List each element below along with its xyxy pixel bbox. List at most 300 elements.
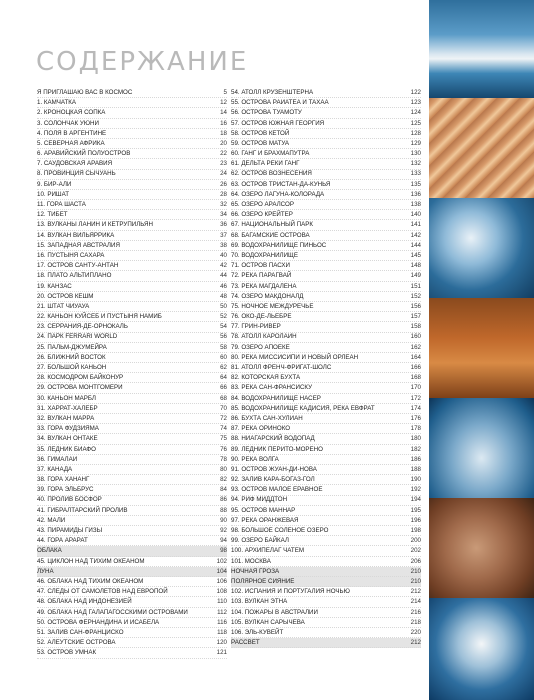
toc-entry-page: 28 [220, 190, 227, 198]
toc-entry [231, 271, 421, 281]
toc-entry-label: 82. КОТОРСКАЯ БУХТА [231, 374, 301, 382]
toc-entry [37, 333, 227, 343]
toc-entry [231, 231, 421, 241]
toc-entry-page: 34 [220, 211, 227, 219]
toc-entry-label: 13. ВУЛКАНЫ ЛАНИН И КЕТРУПИЛЬЯН [37, 221, 153, 229]
toc-entry-label: 97. РЕКА ОРАНЖЕВАЯ [231, 516, 299, 524]
toc-entry [231, 455, 421, 465]
toc-entry-page: 128 [410, 129, 421, 137]
toc-entry-page: 106 [216, 577, 227, 585]
toc-entry [231, 383, 421, 393]
toc-entry-page: 132 [410, 160, 421, 168]
toc-entry-page: 180 [410, 435, 421, 443]
toc-entry-label: 42. МАЛИ [37, 516, 66, 524]
toc-entry-label: 85. ВОДОХРАНИЛИЩЕ КАДИСИЯ, РЕКА ЕВФРАТ [231, 404, 375, 412]
toc-entry [37, 292, 227, 302]
toc-entry [231, 200, 421, 210]
toc-entry-page: 196 [410, 516, 421, 524]
toc-entry [37, 516, 227, 526]
toc-entry-page: 54 [220, 323, 227, 331]
toc-entry-label: 8. ПРОВИНЦИЯ СЫЧУАНЬ [37, 170, 116, 178]
toc-entry-label: 39. ГОРА ЭЛЬБРУС [37, 486, 94, 494]
toc-entry-label: 26. БЛИЖНИЙ ВОСТОК [37, 353, 106, 361]
toc-entry [231, 516, 421, 526]
toc-entry-page: 216 [410, 608, 421, 616]
toc-entry-label: 45. ЦИКЛОН НАД ТИХИМ ОКЕАНОМ [37, 557, 145, 565]
toc-entry-label: ОБЛАКА [37, 547, 62, 555]
toc-entry-page: 202 [410, 547, 421, 555]
toc-entry-page: 142 [410, 231, 421, 239]
toc-entry-page: 56 [220, 333, 227, 341]
toc-entry-page: 94 [220, 537, 227, 545]
toc-entry [231, 180, 421, 190]
toc-entry [231, 261, 421, 271]
toc-entry [231, 475, 421, 485]
toc-entry-label: 52. АЛЕУТСКИЕ ОСТРОВА [37, 639, 116, 647]
toc-entry [231, 597, 421, 607]
toc-entry-label: 86. БУХТА САН-ХУЛИАН [231, 414, 303, 422]
toc-entry-label: 95. ОСТРОВ МАННАР [231, 506, 296, 514]
toc-entry-label: 81. АТОЛЛ ФРЕНЧ-ФРИГАТ-ШОЛС [231, 364, 332, 372]
toc-entry [37, 577, 227, 587]
toc-entry [37, 241, 227, 251]
toc-entry-page: 144 [410, 241, 421, 249]
toc-entry-label: 57. ОСТРОВ ЮЖНАЯ ГЕОРГИЯ [231, 119, 325, 127]
toc-entry-page: 76 [220, 445, 227, 453]
toc-entry-label: 54. АТОЛЛ КРУЗЕНШТЕРНА [231, 88, 314, 96]
toc-entry-page: 78 [220, 455, 227, 463]
toc-entry-label: 14. ВУЛКАН ВИЛЬЯРРИКА [37, 231, 115, 239]
toc-entry [37, 312, 227, 322]
toc-entry-label: 35. ЛЕДНИК БИАФО [37, 445, 96, 453]
photo-clouds-sea [429, 398, 534, 498]
toc-entry [231, 119, 421, 129]
toc-entry [231, 618, 421, 628]
toc-entry [37, 98, 227, 108]
toc-entry-label: 47. СЛЕДЫ ОТ САМОЛЕТОВ НАД ЕВРОПОЙ [37, 588, 168, 596]
toc-entry [37, 343, 227, 353]
toc-entry-label: 41. ГИБРАЛТАРСКИЙ ПРОЛИВ [37, 506, 128, 514]
toc-entry-label: 99. ОЗЕРО БАЙКАЛ [231, 537, 289, 545]
toc-entry [37, 302, 227, 312]
toc-entry-page: 140 [410, 211, 421, 219]
toc-entry [231, 241, 421, 251]
toc-entry-page: 130 [410, 150, 421, 158]
toc-entry [37, 404, 227, 414]
toc-entry-page: 90 [220, 516, 227, 524]
toc-entry-page: 123 [410, 99, 421, 107]
toc-entry-label: 78. АТОЛЛ КАРОЛАЙН [231, 333, 297, 341]
toc-entry [231, 506, 421, 516]
toc-entry-label: 89. ЛЕДНИК ПЕРИТО-МОРЕНО [231, 445, 323, 453]
toc-entry [231, 190, 421, 200]
toc-entry-label: 77. ГРИН-РИВЕР [231, 323, 281, 331]
toc-entry [37, 648, 227, 658]
toc-entry [231, 98, 421, 108]
toc-entry-page: 58 [220, 343, 227, 351]
toc-entry-label: 9. БИР-АЛИ [37, 180, 72, 188]
toc-entry-label: 60. ГАНГ И БРАХМАПУТРА [231, 150, 310, 158]
toc-entry-label: 7. САУДОВСКАЯ АРАВИЯ [37, 160, 113, 168]
toc-entry-label: 31. ХАРРАТ-ХАЛЕБР [37, 404, 98, 412]
toc-entry-label: 68. БАГАМСКИЕ ОСТРОВА [231, 231, 310, 239]
toc-entry [37, 159, 227, 169]
toc-entry-page: 214 [410, 598, 421, 606]
toc-entry-page: 46 [220, 282, 227, 290]
toc-entry-label: 3. СОЛОНЧАК УЮНИ [37, 119, 99, 127]
toc-entry-label: 46. ОБЛАКА НАД ТИХИМ ОКЕАНОМ [37, 577, 144, 585]
toc-entry-label: 102. ИСПАНИЯ И ПОРТУГАЛИЯ НОЧЬЮ [231, 588, 350, 596]
toc-entry-label: 104. ПОЖАРЫ В АВСТРАЛИИ [231, 608, 318, 616]
toc-entry [231, 302, 421, 312]
toc-entry [37, 190, 227, 200]
toc-section-heading [231, 567, 421, 577]
toc-entry [37, 88, 227, 98]
toc-entry-page: 164 [410, 353, 421, 361]
photo-crater-land [429, 498, 534, 598]
toc-entry [231, 220, 421, 230]
toc-entry-label: 19. КАНЗАС [37, 282, 72, 290]
toc-entry-label: 69. ВОДОХРАНИЛИЩЕ ПИНЬОС [231, 241, 327, 249]
toc-entry-page: 108 [216, 588, 227, 596]
toc-entry-page: 121 [216, 649, 227, 657]
toc-entry [37, 506, 227, 516]
toc-entry-label: 64. ОЗЕРО ЛАГУНА-КОЛОРАДА [231, 190, 325, 198]
toc-entry [231, 536, 421, 546]
toc-entry-page: 192 [410, 486, 421, 494]
toc-entry-page: 122 [410, 88, 421, 96]
toc-entry-label: 92. ЗАЛИВ КАРА-БОГАЗ-ГОЛ [231, 476, 315, 484]
toc-entry [231, 608, 421, 618]
photo-ice-water [429, 198, 534, 298]
toc-entry-label: 93. ОСТРОВ МАЛОЕ ЕРАВНОЕ [231, 486, 323, 494]
toc-entry-label: 37. КАНАДА [37, 465, 73, 473]
toc-entry-label: 55. ОСТРОВА РАИАТЕА И ТАХАА [231, 99, 329, 107]
toc-entry [37, 557, 227, 567]
toc-entry-page: 190 [410, 476, 421, 484]
toc-entry-label: 1. КАМЧАТКА [37, 99, 76, 107]
toc-entry [37, 496, 227, 506]
toc-entry-page: 138 [410, 201, 421, 209]
toc-entry [37, 210, 227, 220]
toc-entry-page: 60 [220, 353, 227, 361]
toc-entry [37, 220, 227, 230]
toc-entry-label: 6. АРАВИЙСКИЙ ПОЛУОСТРОВ [37, 150, 131, 158]
toc-entry-label: 63. ОСТРОВ ТРИСТАН-ДА-КУНЬЯ [231, 180, 331, 188]
toc-right-column [231, 88, 421, 648]
toc-entry [37, 373, 227, 383]
toc-entry-page: 116 [217, 618, 227, 626]
toc-entry-label: 94. РИФ МИДДТОН [231, 496, 288, 504]
toc-entry [231, 312, 421, 322]
toc-entry [37, 597, 227, 607]
toc-entry-page: 12 [220, 99, 227, 107]
toc-entry-page: 42 [220, 262, 227, 270]
toc-entry-label: 90. РЕКА ВОЛГА [231, 455, 279, 463]
toc-entry-page: 157 [410, 313, 421, 321]
photo-desert-dunes [429, 98, 534, 198]
toc-entry-label: НОЧНАЯ ГРОЗА [231, 567, 280, 575]
toc-entry-page: 162 [410, 343, 421, 351]
toc-entry [37, 271, 227, 281]
toc-entry [37, 394, 227, 404]
toc-entry-label: 4. ПОЛЯ В АРГЕНТИНЕ [37, 129, 107, 137]
toc-entry-label: 30. КАНЬОН МАРБЛ [37, 394, 96, 402]
toc-entry-label: 23. СЕРРАНИЯ-ДЕ-ОРНОКАЛЬ [37, 323, 128, 331]
toc-entry-page: 36 [220, 221, 227, 229]
toc-entry [231, 353, 421, 363]
toc-entry-label: 105. ВУЛКАН САРЫЧЕВА [231, 618, 305, 626]
toc-entry-page: 66 [220, 384, 227, 392]
toc-entry-page: 129 [410, 139, 421, 147]
toc-entry-label: 58. ОСТРОВ КЕТОЙ [231, 129, 290, 137]
toc-entry-label: 100. АРХИПЕЛАГ ЧАТЕМ [231, 547, 304, 555]
toc-entry-page: 86 [220, 496, 227, 504]
toc-entry-label: 88. НИАГАРСКИЙ ВОДОПАД [231, 435, 315, 443]
toc-entry [37, 587, 227, 597]
toc-entry-label: 43. ПИРАМИДЫ ГИЗЫ [37, 527, 103, 535]
toc-entry [231, 628, 421, 638]
toc-entry [231, 363, 421, 373]
toc-entry-page: 5 [223, 88, 227, 96]
toc-entry [231, 129, 421, 139]
toc-entry [231, 343, 421, 353]
toc-entry [37, 434, 227, 444]
toc-entry [231, 394, 421, 404]
toc-entry-page: 168 [410, 374, 421, 382]
toc-entry [231, 557, 421, 567]
toc-entry-label: 62. ОСТРОВ ВОЗНЕСЕНИЯ [231, 170, 312, 178]
page-title: СОДЕРЖАНИЕ [36, 47, 249, 77]
toc-entry-page: 156 [410, 302, 421, 310]
toc-entry-label: 65. ОЗЕРО АРАЛСОР [231, 201, 294, 209]
toc-entry-label: 79. ОЗЕРО АПОЕКЕ [231, 343, 290, 351]
toc-entry-label: ПОЛЯРНОЕ СИЯНИЕ [231, 577, 295, 585]
toc-entry [37, 322, 227, 332]
toc-entry-page: 210 [410, 567, 421, 575]
toc-entry [37, 383, 227, 393]
toc-entry-page: 50 [220, 302, 227, 310]
toc-entry [231, 170, 421, 180]
toc-entry-label: 33. ГОРА ФУДЗИЯМА [37, 425, 99, 433]
toc-entry-label: 80. РЕКА МИССИСИПИ И НОВЫЙ ОРЛЕАН [231, 353, 359, 361]
toc-entry-label: 44. ГОРА АРАРАТ [37, 537, 88, 545]
toc-entry-label: 36. ГИМАЛАИ [37, 455, 78, 463]
toc-entry-label: Я ПРИГЛАШАЮ ВАС В КОСМОС [37, 88, 133, 96]
toc-entry-label: ЛУНА [37, 567, 54, 575]
toc-entry-label: 76. ОКО-ДЕ-ЛЬЕБРЕ [231, 313, 292, 321]
toc-entry-page: 16 [220, 119, 227, 127]
toc-entry-label: 75. НОЧНОЕ МЕЖДУРЕЧЬЕ [231, 302, 314, 310]
toc-entry [231, 496, 421, 506]
toc-entry-page: 22 [220, 150, 227, 158]
toc-entry-label: 51. ЗАЛИВ САН-ФРАНЦИСКО [37, 628, 124, 636]
toc-entry-label: 20. ОСТРОВ КЕШМ [37, 292, 94, 300]
toc-entry [231, 414, 421, 424]
toc-entry-page: 198 [410, 527, 421, 535]
toc-entry [37, 170, 227, 180]
toc-entry [37, 608, 227, 618]
toc-left-column [37, 88, 227, 659]
toc-entry-page: 218 [410, 618, 421, 626]
toc-entry [231, 139, 421, 149]
toc-entry-page: 152 [410, 292, 421, 300]
toc-entry [37, 180, 227, 190]
toc-entry-label: 74. ОЗЕРО МАКДОНАЛД [231, 292, 304, 300]
toc-entry-page: 148 [410, 262, 421, 270]
toc-entry-page: 75 [220, 435, 227, 443]
toc-entry-label: 84. ВОДОХРАНИЛИЩЕ НАСЕР [231, 394, 321, 402]
toc-entry-page: 92 [220, 527, 227, 535]
toc-entry-label: 98. БОЛЬШОЕ СОЛЕНОЕ ОЗЕРО [231, 527, 329, 535]
toc-entry [231, 373, 421, 383]
toc-entry [37, 536, 227, 546]
toc-entry-label: 50. ОСТРОВА ФЕРНАНДИНА И ИСАБЕЛА [37, 618, 160, 626]
toc-entry-page: 68 [220, 394, 227, 402]
toc-entry [37, 261, 227, 271]
toc-entry-label: 101. МОСКВА [231, 557, 271, 565]
toc-entry-page: 133 [410, 170, 421, 178]
toc-entry-label: 28. КОСМОДРОМ БАЙКОНУР [37, 374, 124, 382]
photo-clouds-ocean [429, 0, 534, 98]
toc-entry-page: 160 [410, 333, 421, 341]
toc-entry [37, 414, 227, 424]
toc-section-heading [231, 638, 421, 648]
toc-entry-label: 34. ВУЛКАН ОНТАКЕ [37, 435, 98, 443]
toc-entry-page: 172 [410, 394, 421, 402]
toc-entry-page: 206 [410, 557, 421, 565]
toc-entry-label: 49. ОБЛАКА НАД ГАЛАПАГОССКИМИ ОСТРОВАМИ [37, 608, 188, 616]
toc-entry-label: 61. ДЕЛЬТА РЕКИ ГАНГ [231, 160, 300, 168]
toc-entry [231, 587, 421, 597]
toc-entry-page: 210 [410, 577, 421, 585]
toc-entry [37, 455, 227, 465]
toc-entry-page: 70 [220, 404, 227, 412]
toc-section-heading [37, 546, 227, 556]
toc-entry [231, 546, 421, 556]
toc-entry [37, 445, 227, 455]
toc-entry-page: 104 [216, 567, 227, 575]
toc-entry-label: 10. РИШАТ [37, 190, 69, 198]
toc-entry-page: 166 [410, 364, 421, 372]
toc-entry-label: 66. ОЗЕРО КРЕЙТЕР [231, 211, 293, 219]
toc-entry-label: 12. ТИБЕТ [37, 211, 68, 219]
toc-entry-page: 48 [220, 292, 227, 300]
toc-entry [231, 322, 421, 332]
toc-entry-label: 70. ВОДОХРАНИЛИЩЕ [231, 251, 298, 259]
toc-entry-page: 18 [220, 129, 227, 137]
toc-entry-label: 83. РЕКА САН-ФРАНСИСКУ [231, 384, 313, 392]
toc-entry-page: 174 [410, 404, 421, 412]
toc-entry-page: 125 [410, 119, 421, 127]
toc-entry [231, 88, 421, 98]
toc-entry [231, 149, 421, 159]
toc-entry-label: 53. ОСТРОВ УМНАК [37, 649, 97, 657]
toc-entry [231, 404, 421, 414]
toc-entry [231, 159, 421, 169]
toc-entry-page: 212 [410, 639, 421, 647]
toc-entry-page: 188 [410, 465, 421, 473]
toc-entry-label: 18. ПЛАТО АЛЬТИПЛАНО [37, 272, 112, 280]
toc-entry [37, 628, 227, 638]
toc-entry-page: 64 [220, 374, 227, 382]
toc-entry [37, 119, 227, 129]
toc-entry-page: 23 [220, 160, 227, 168]
toc-entry-label: 91. ОСТРОВ ЖУАН-ДИ-НОВА [231, 465, 317, 473]
toc-entry-page: 158 [410, 323, 421, 331]
toc-entry-page: 120 [216, 639, 227, 647]
toc-entry-page: 136 [410, 190, 421, 198]
toc-entry [37, 139, 227, 149]
toc-entry [37, 231, 227, 241]
toc-entry [231, 424, 421, 434]
toc-entry-label: РАССВЕТ [231, 639, 260, 647]
toc-entry [231, 210, 421, 220]
toc-entry-page: 186 [410, 455, 421, 463]
toc-entry [37, 465, 227, 475]
toc-entry [37, 200, 227, 210]
toc-entry [37, 424, 227, 434]
toc-entry [37, 638, 227, 648]
toc-entry-label: 56. ОСТРОВА ТУАМОТУ [231, 109, 302, 117]
toc-entry-label: 59. ОСТРОВ МАТУА [231, 139, 290, 147]
toc-entry [231, 465, 421, 475]
toc-entry [37, 353, 227, 363]
toc-entry-page: 84 [220, 486, 227, 494]
toc-entry-label: 17. ОСТРОВ САНТУ-АНТАН [37, 262, 119, 270]
toc-entry-label: 24. ПАРК FERRARI WORLD [37, 333, 118, 341]
toc-entry-label: 67. НАЦИОНАЛЬНЫЙ ПАРК [231, 221, 314, 229]
toc-entry-page: 102 [216, 557, 227, 565]
toc-entry [37, 618, 227, 628]
toc-entry [37, 485, 227, 495]
toc-entry-page: 220 [410, 628, 421, 636]
toc-entry-label: 16. ПУСТЫНЯ САХАРА [37, 251, 105, 259]
toc-entry-label: 25. ПАЛЬМ-ДЖУМЕЙРА [37, 343, 107, 351]
toc-entry-label: 27. БОЛЬШОЙ КАНЬОН [37, 364, 107, 372]
toc-entry-page: 80 [220, 465, 227, 473]
toc-entry-label: 29. ОСТРОВА МОНТГОМЕРИ [37, 384, 123, 392]
toc-entry-label: 73. РЕКА МАГДАЛЕНА [231, 282, 297, 290]
toc-entry-page: 182 [410, 445, 421, 453]
toc-entry [37, 475, 227, 485]
toc-entry-page: 32 [220, 201, 227, 209]
toc-entry [231, 251, 421, 261]
toc-entry-label: 5. СЕВЕРНАЯ АФРИКА [37, 139, 105, 147]
photo-red-desert [429, 298, 534, 398]
toc-entry-page: 124 [410, 109, 421, 117]
toc-entry [231, 445, 421, 455]
toc-entry-page: 145 [410, 251, 421, 259]
toc-entry-label: 48. ОБЛАКА НАД ИНДОНЕЗИЕЙ [37, 598, 132, 606]
toc-entry-page: 135 [410, 180, 421, 188]
toc-entry-label: 32. ВУЛКАН МАРРА [37, 414, 95, 422]
toc-entry [37, 363, 227, 373]
toc-entry-page: 37 [220, 231, 227, 239]
toc-entry-page: 88 [220, 506, 227, 514]
toc-entry-label: 2. КРОНОЦКАЯ СОПКА [37, 109, 106, 117]
toc-entry-page: 74 [220, 425, 227, 433]
toc-entry [231, 108, 421, 118]
toc-entry [37, 108, 227, 118]
toc-entry-page: 98 [220, 547, 227, 555]
toc-entry-page: 62 [220, 364, 227, 372]
toc-entry [37, 526, 227, 536]
toc-section-heading [37, 567, 227, 577]
toc-entry-page: 212 [410, 588, 421, 596]
toc-entry [231, 333, 421, 343]
toc-entry-label: 38. ГОРА ХАНАНГ [37, 476, 90, 484]
